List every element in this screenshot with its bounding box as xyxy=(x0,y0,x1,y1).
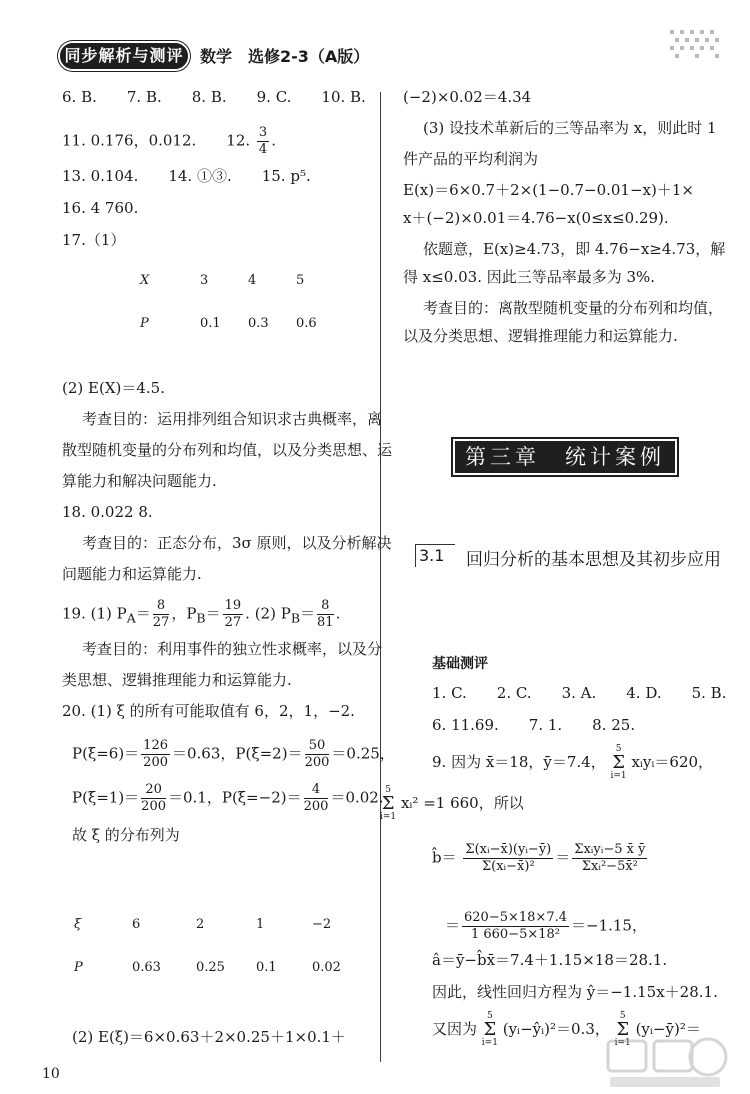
table-cell: 2 xyxy=(196,916,205,932)
sum-symbol-icon: 5 Σ i=1 xyxy=(481,1011,498,1048)
sum-symbol-icon: 5 Σ i=1 xyxy=(610,744,627,781)
answers-1-5: 1. C. 2. C. 3. A. 4. D. 5. B. xyxy=(432,684,727,702)
fraction-numerator: 20 xyxy=(141,782,166,799)
fraction-b-hat-1 xyxy=(463,842,553,875)
prob-text: P(ξ=1)＝ xyxy=(72,788,140,807)
fraction-denominator: 200 xyxy=(143,755,168,770)
answer-9-line2 xyxy=(380,786,524,822)
answer-9-text: xᵢyᵢ＝620， xyxy=(631,753,714,771)
fraction-19-27 xyxy=(223,598,244,631)
answer-19-text: 19. (1) P xyxy=(62,604,127,623)
prob-line-2 xyxy=(72,782,384,815)
table-cell: P xyxy=(74,959,83,975)
table-cell: 0.63 xyxy=(132,959,161,975)
answer-9-text: xᵢ² =1 660，所以 xyxy=(400,794,524,812)
exam-goal-17-line2: 散型随机变量的分布列和均值，以及分类思想、运 xyxy=(62,441,393,459)
table-cell: 1 xyxy=(256,916,265,932)
distribution-table-17 xyxy=(140,252,336,338)
publisher-logo-icon xyxy=(640,26,724,62)
fraction-numerator: 4 xyxy=(304,782,329,799)
fraction-denominator: Σ(xᵢ−x̄)² xyxy=(481,859,535,874)
table-cell: 6 xyxy=(132,916,141,932)
table-cell: 0.6 xyxy=(296,315,317,331)
prob-text: ＝0.02. xyxy=(330,788,384,807)
expectation-line: (2) E(ξ)＝6×0.63＋2×0.25＋1×0.1＋ xyxy=(72,1028,346,1046)
b-hat-label: b̂＝ xyxy=(432,848,457,867)
answer-11-text: 11. 0.176，0.012. 12. xyxy=(62,131,251,150)
fraction-denominator: 81 xyxy=(317,615,334,630)
answer-19-text: . (2) P xyxy=(245,604,291,623)
answers-11-12: 11. 0.176，0.012. 12. $\frac{3}{4}$ . xyxy=(62,125,276,157)
r-line-1: (−2)×0.02＝4.34 xyxy=(403,88,532,106)
table-cell: X xyxy=(140,272,150,288)
fraction-8-27 xyxy=(153,598,170,631)
fraction-denominator: Σxᵢ²−5x̄² xyxy=(581,859,638,874)
exam-goal-18-line2: 问题能力和运算能力. xyxy=(62,565,202,583)
table-cell: 0.25 xyxy=(196,959,225,975)
table-cell: ξ xyxy=(74,916,82,932)
column-divider xyxy=(380,92,381,1062)
exam-goal-17-line3: 算能力和解决问题能力. xyxy=(62,472,217,490)
table-cell: P xyxy=(140,315,149,331)
page-number: 10 xyxy=(42,1066,60,1082)
sum-symbol-icon: 5 Σ i=1 xyxy=(380,785,397,822)
fraction-numerator: 50 xyxy=(305,738,330,755)
subscript-b: B xyxy=(196,610,206,626)
exam-goal-17-line1: 考查目的：运用排列组合知识求古典概率，离 xyxy=(82,410,383,428)
prob-text: ＝0.25， xyxy=(331,744,395,763)
a-hat-line: â＝ȳ−b̂x̄＝7.4＋1.15×18＝28.1. xyxy=(432,951,668,969)
exam-goal-r-line1: 考查目的：离散型随机变量的分布列和均值， xyxy=(423,299,724,317)
fraction-denominator: 4 xyxy=(258,142,268,157)
b-hat-value xyxy=(445,910,647,943)
exam-goal-18-line1: 考查目的：正态分布，3σ 原则，以及分析解决 xyxy=(82,534,392,552)
subscript-a: A xyxy=(126,610,136,626)
basic-test-heading: 基础测评 xyxy=(432,656,488,672)
equals-sign: ＝ xyxy=(205,604,221,623)
answer-20-part1: 20. (1) ξ 的所有可能取值有 6，2，1，−2. xyxy=(62,702,355,720)
r-line-7: 得 x≤0.03. 因此三等品率最多为 3%. xyxy=(403,268,656,286)
answer-18: 18. 0.022 8. xyxy=(62,503,153,521)
answer-19-text: ，P xyxy=(171,604,197,623)
fraction-denominator: 200 xyxy=(304,755,330,770)
answers-13-15: 13. 0.104. 14. ①③. 15. p⁵. xyxy=(62,167,311,185)
table-cell: 0.02 xyxy=(312,959,341,975)
answers-6-8: 6. 11.69. 7. 1. 8. 25. xyxy=(432,716,636,734)
watermark-logo-icon xyxy=(600,1035,730,1090)
prob-text: ＝0.1，P(ξ=−2)＝ xyxy=(168,788,302,807)
prob-text: ＝0.63，P(ξ=2)＝ xyxy=(172,744,303,763)
fraction-denominator: 200 xyxy=(303,799,329,814)
r-line-5: x＋(−2)×0.01＝4.76−x(0≤x≤0.29). xyxy=(403,209,669,227)
fraction-b-hat-2 xyxy=(572,842,647,875)
answer-17-label: 17.（1） xyxy=(62,231,126,249)
b-hat-result: ＝−1.15， xyxy=(571,916,647,935)
fraction-20-200 xyxy=(141,782,166,815)
answer-17-part2: (2) E(X)＝4.5. xyxy=(62,379,165,397)
b-hat-formula: b̂＝ $\frac{\text{Σ(xᵢ−x̄)(yᵢ−ȳ)}}{\text{Σ(xᵢ−x̄)²}}$ ＝ $\frac{\text{Σxᵢyᵢ−5 x̄ ȳ}}{\text{Σxᵢ²−5x̄²}}$ xyxy=(432,842,646,874)
fraction-numerator: 620−5×18×7.4 xyxy=(464,910,567,925)
fraction-numerator: Σxᵢyᵢ−5 x̄ ȳ xyxy=(574,842,646,857)
chapter-heading xyxy=(455,441,675,473)
table-cell: 0.3 xyxy=(248,315,269,331)
exam-goal-r-line2: 以及分类思想、逻辑推理能力和运算能力. xyxy=(403,327,678,345)
subscript-b: B xyxy=(290,610,301,626)
answer-16: 16. 4 760. xyxy=(62,199,139,217)
exam-goal-19-line2: 类思想、逻辑推理能力和运算能力. xyxy=(62,671,292,689)
distribution-table-20 xyxy=(74,896,352,982)
header-subtitle: 数学 选修2-3（A版） xyxy=(200,47,370,66)
r-line-6: 依题意，E(x)≥4.73，即 4.76−x≥4.73，解 xyxy=(423,240,726,258)
fraction-50-200 xyxy=(305,738,330,771)
r-line-4: E(x)＝6×0.7＋2×(1−0.7−0.01−x)＋1× xyxy=(403,181,694,199)
table-cell: 5 xyxy=(296,272,305,288)
fraction-3-4 xyxy=(257,125,269,158)
fraction-126-200 xyxy=(141,738,170,771)
fraction-numerator: 8 xyxy=(317,598,334,615)
fraction-b-hat-value xyxy=(462,910,569,943)
answers-6-10: 6. B. 7. B. 8. B. 9. C. 10. B. xyxy=(62,88,366,106)
table-cell: 3 xyxy=(200,272,209,288)
fraction-denominator: 1 660−5×18² xyxy=(470,927,561,942)
chapter-title: 第三章 统计案例 xyxy=(465,445,665,469)
r-line-3: 件产品的平均利润为 xyxy=(403,150,539,168)
fraction-denominator: 200 xyxy=(141,799,166,814)
answer-19: 19. (1) $P_A=$ $\frac{8}{27}$ ，$P_B=$ $\frac{19}{27}$ . (2) $P_B=$ $\frac{8}{81}$ . xyxy=(62,598,341,630)
fraction-numerator: 126 xyxy=(143,738,168,753)
equals-sign: ＝ xyxy=(445,916,461,935)
regression-equation: 因此，线性回归方程为 ŷ＝−1.15x＋28.1. xyxy=(432,983,718,1001)
fraction-numerator: 19 xyxy=(224,598,242,613)
section-title: 回归分析的基本思想及其初步应用 xyxy=(466,550,721,570)
residual-text: (yᵢ−ȳ)²＝ xyxy=(635,1020,701,1038)
answer-9-text: 9. 因为 x̄＝18，ȳ＝7.4， xyxy=(432,753,606,771)
table-cell: 0.1 xyxy=(200,315,221,331)
fraction-8-81 xyxy=(317,598,334,631)
header-badge-text: 同步解析与测评 xyxy=(64,46,184,65)
exam-goal-19-line1: 考查目的：利用事件的独立性求概率，以及分 xyxy=(82,640,383,658)
answer-9-line1 xyxy=(432,745,713,781)
distribution-intro: 故 ξ 的分布列为 xyxy=(72,826,180,844)
fraction-numerator: 3 xyxy=(258,125,268,140)
residual-text: (yᵢ−ŷᵢ)²＝0.3， xyxy=(502,1020,610,1038)
fraction-numerator: Σ(xᵢ−x̄)(yᵢ−ȳ) xyxy=(465,842,552,857)
residual-text: 又因为 xyxy=(432,1020,478,1038)
r-line-2: (3) 设技术革新后的三等品率为 x，则此时 1 xyxy=(423,119,717,137)
sum-symbol-icon: 5 Σ i=1 xyxy=(614,1011,631,1048)
fraction-denominator: 27 xyxy=(224,615,242,630)
equals-sign: ＝ xyxy=(300,604,316,623)
table-cell: 0.1 xyxy=(256,959,277,975)
fraction-numerator: 8 xyxy=(153,598,170,615)
table-cell: 4 xyxy=(248,272,257,288)
fraction-4-200 xyxy=(304,782,329,815)
prob-line-1 xyxy=(72,738,395,771)
fraction-denominator: 27 xyxy=(152,615,170,630)
table-cell: −2 xyxy=(312,916,332,932)
equals-sign: ＝ xyxy=(135,604,151,623)
prob-text: P(ξ=6)＝ xyxy=(72,744,140,763)
section-number: 3.1 xyxy=(415,544,455,567)
header-badge xyxy=(60,43,188,69)
